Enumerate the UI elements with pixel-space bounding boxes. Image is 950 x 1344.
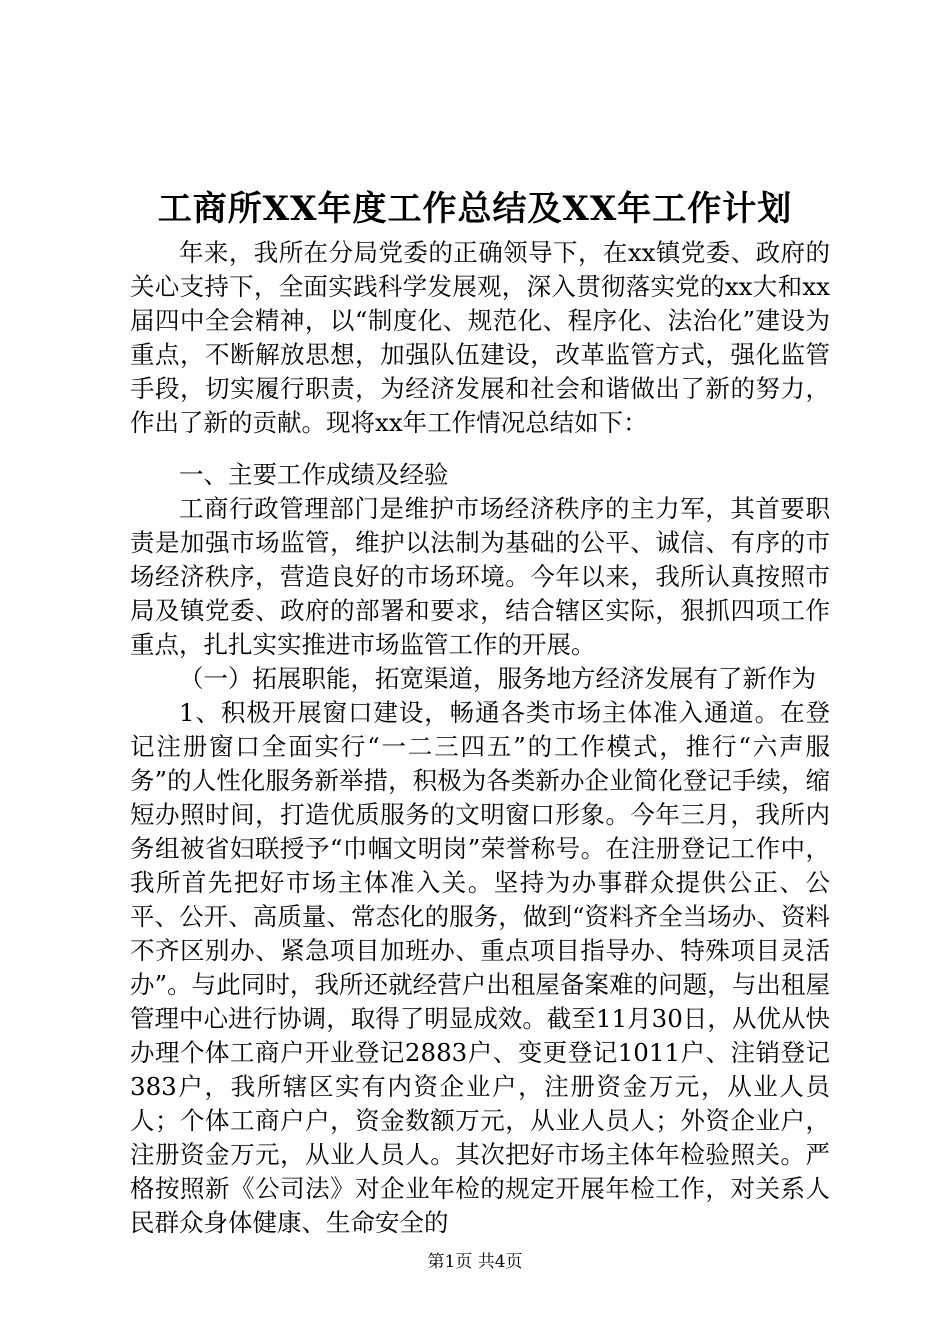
section-paragraph: 工商行政管理部门是维护市场经济秩序的主力军，其首要职责是加强市场监管，维护以法制为基础的公平、诚信、有序的市场经济秩序，营造良好的市场环境。今年以来，我所认真按照市局及镇党委、政府的部署和要求，结合辖区实际，狠抓四项工作重点，扎扎实实推进市场监管工作的开展。 — [130, 494, 830, 659]
section-heading: 一、主要工作成绩及经验 — [179, 460, 449, 489]
subsection-heading: （一）拓展职能，拓宽渠道，服务地方经济发展有了新作为 — [179, 664, 816, 693]
item-paragraph: 1、积极开展窗口建设，畅通各类市场主体准入通道。在登记注册窗口全面实行“一二三四五”的工作模式，推行“六声服务”的人性化服务新举措，积极为各类新办企业简化登记手续，缩短办照时间，打造优质服务的文明窗口形象。今年三月，我所内务组被省妇联授予“巾帼文明岗”荣誉称号。在注册登记工作中，我所首先把好市场主体准入关。坚持为办事群众提供公正、公平、公开、高质量、常态化的服务，做到“资料齐全当场办、资料不齐区别办、紧急项目加班办、重点项目指导办、特殊项目灵活办”。与此同时，我所还就经营户出租屋备案难的问题，与出租屋管理中心进行协调，取得了明显成效。截至11月30日，从优从快办理个体工商户开业登记2883户、变更登记1011户、注销登记383户，我所辖区实有内资企业户，注册资金万元，从业人员人；个体工商户户，资金数额万元，从业人员人；外资企业户，注册资金万元，从业人员人。其次把好市场主体年检验照关。严格按照新《公司法》对企业年检的规定开展年检工作，对关系人民群众身体健康、生命安全的 — [130, 698, 830, 1237]
paragraph-gap — [130, 440, 830, 458]
intro-paragraph: 年来，我所在分局党委的正确领导下，在xx镇党委、政府的关心支持下，全面实践科学发展观，深入贯彻落实党的xx大和xx届四中全会精神，以“制度化、规范化、程序化、法治化”建设为重点，不断解放思想，加强队伍建设，改革监管方式，强化监管手段，切实履行职责，为经济发展和社会和谐做出了新的努力，作出了新的贡献。现将xx年工作情况总结如下： — [130, 238, 830, 437]
document-title: 工商所XX年度工作总结及XX年工作计划 — [157, 189, 793, 229]
document-body — [130, 236, 830, 1240]
page-footer: 第1页 共4页 — [427, 1252, 523, 1272]
